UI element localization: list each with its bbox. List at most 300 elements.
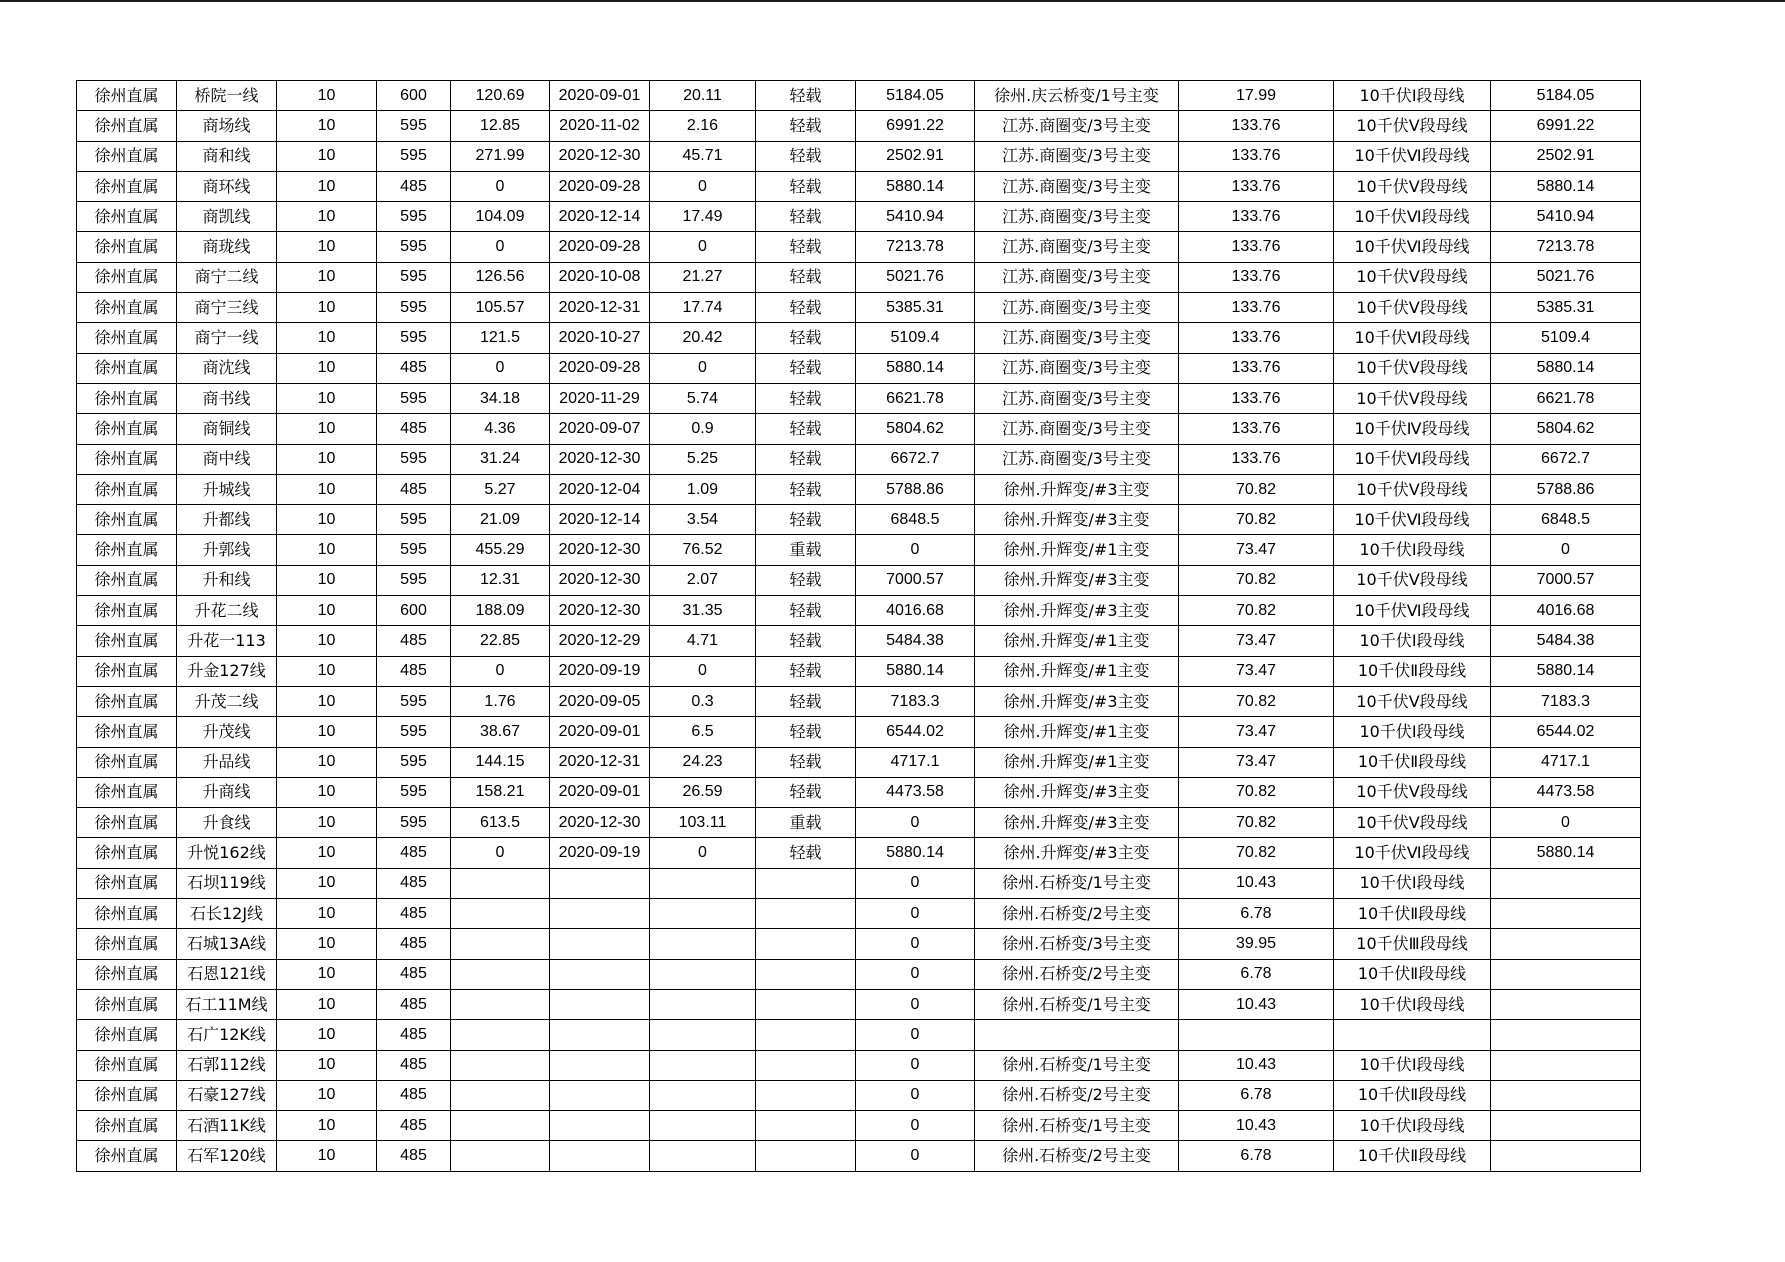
date-cell: 2020-12-30 [550,141,650,171]
date-cell: 2020-09-19 [550,656,650,686]
date-cell: 2020-11-29 [550,383,650,413]
voltage-cell: 10 [277,868,377,898]
rated-current-cell: 485 [377,1080,451,1110]
date-cell: 2020-10-27 [550,323,650,353]
busbar-cell: 10千伏Ⅰ段母线 [1334,868,1491,898]
rated-current-cell: 595 [377,777,451,807]
load-rate-cell [650,1020,756,1050]
max-current-cell: 34.18 [451,383,550,413]
available-capacity-cell: 0 [856,959,975,989]
unit-cell: 徐州直属 [77,686,177,716]
date-cell [550,1050,650,1080]
max-current-cell [451,899,550,929]
max-current-cell: 12.85 [451,111,550,141]
capacity-margin-cell: 4717.1 [1491,747,1641,777]
load-status-cell: 轻载 [756,414,856,444]
transformer-load-cell: 133.76 [1179,383,1334,413]
rated-current-cell: 595 [377,141,451,171]
max-current-cell: 120.69 [451,81,550,111]
transformer-cell: 徐州.石桥变/2号主变 [975,1141,1179,1171]
available-capacity-cell: 4473.58 [856,777,975,807]
table-row [77,838,1641,868]
table-row [77,383,1641,413]
table-row [77,171,1641,201]
rated-current-cell: 595 [377,686,451,716]
capacity-margin-cell: 5484.38 [1491,626,1641,656]
available-capacity-cell: 6848.5 [856,505,975,535]
load-rate-cell: 2.16 [650,111,756,141]
busbar-cell: 10千伏Ⅵ段母线 [1334,323,1491,353]
capacity-margin-cell: 5184.05 [1491,81,1641,111]
line-name-cell: 商铜线 [177,414,277,444]
load-rate-cell [650,959,756,989]
table-body [77,81,1641,1172]
load-status-cell [756,959,856,989]
unit-cell: 徐州直属 [77,868,177,898]
rated-current-cell: 595 [377,535,451,565]
transformer-cell: 徐州.升辉变/#1主变 [975,656,1179,686]
capacity-margin-cell: 6848.5 [1491,505,1641,535]
unit-cell: 徐州直属 [77,111,177,141]
transformer-cell [975,1020,1179,1050]
table-row [77,1050,1641,1080]
transformer-cell: 徐州.石桥变/1号主变 [975,1050,1179,1080]
load-rate-cell: 4.71 [650,626,756,656]
rated-current-cell: 485 [377,656,451,686]
line-name-cell: 升花一113 [177,626,277,656]
table-row [77,474,1641,504]
load-status-cell: 轻载 [756,353,856,383]
transformer-load-cell [1179,1020,1334,1050]
date-cell: 2020-10-08 [550,262,650,292]
unit-cell: 徐州直属 [77,323,177,353]
busbar-cell: 10千伏Ⅰ段母线 [1334,81,1491,111]
load-rate-cell: 17.49 [650,202,756,232]
transformer-cell: 江苏.商圈变/3号主变 [975,232,1179,262]
voltage-cell: 10 [277,353,377,383]
busbar-cell: 10千伏Ⅴ段母线 [1334,293,1491,323]
table-row [77,989,1641,1019]
transformer-cell: 徐州.升辉变/#3主变 [975,565,1179,595]
transformer-cell: 徐州.石桥变/3号主变 [975,929,1179,959]
capacity-margin-cell: 5410.94 [1491,202,1641,232]
available-capacity-cell: 0 [856,1111,975,1141]
transformer-cell: 江苏.商圈变/3号主变 [975,141,1179,171]
busbar-cell: 10千伏Ⅰ段母线 [1334,1050,1491,1080]
rated-current-cell: 485 [377,1050,451,1080]
line-name-cell: 商宁三线 [177,293,277,323]
transformer-cell: 江苏.商圈变/3号主变 [975,293,1179,323]
transformer-load-cell: 133.76 [1179,444,1334,474]
date-cell [550,989,650,1019]
busbar-cell: 10千伏Ⅰ段母线 [1334,989,1491,1019]
date-cell: 2020-09-01 [550,777,650,807]
date-cell: 2020-12-04 [550,474,650,504]
available-capacity-cell: 6672.7 [856,444,975,474]
unit-cell: 徐州直属 [77,1050,177,1080]
transformer-cell: 徐州.升辉变/#3主变 [975,596,1179,626]
transformer-cell: 徐州.石桥变/2号主变 [975,959,1179,989]
unit-cell: 徐州直属 [77,989,177,1019]
rated-current-cell: 595 [377,717,451,747]
load-status-cell [756,868,856,898]
date-cell [550,929,650,959]
load-rate-cell [650,1111,756,1141]
line-name-cell: 升花二线 [177,596,277,626]
load-rate-cell: 24.23 [650,747,756,777]
available-capacity-cell: 0 [856,1050,975,1080]
available-capacity-cell: 5410.94 [856,202,975,232]
capacity-margin-cell: 2502.91 [1491,141,1641,171]
load-rate-cell: 0 [650,232,756,262]
load-rate-cell [650,929,756,959]
transformer-load-cell: 70.82 [1179,838,1334,868]
table-row [77,959,1641,989]
line-name-cell: 商和线 [177,141,277,171]
max-current-cell: 121.5 [451,323,550,353]
capacity-margin-cell [1491,1020,1641,1050]
available-capacity-cell: 5109.4 [856,323,975,353]
unit-cell: 徐州直属 [77,626,177,656]
busbar-cell: 10千伏Ⅱ段母线 [1334,747,1491,777]
load-rate-cell: 26.59 [650,777,756,807]
voltage-cell: 10 [277,565,377,595]
transformer-load-cell: 133.76 [1179,293,1334,323]
capacity-margin-cell: 7000.57 [1491,565,1641,595]
unit-cell: 徐州直属 [77,444,177,474]
unit-cell: 徐州直属 [77,1141,177,1171]
available-capacity-cell: 5880.14 [856,838,975,868]
voltage-cell: 10 [277,535,377,565]
transformer-load-cell: 10.43 [1179,1111,1334,1141]
busbar-cell: 10千伏Ⅰ段母线 [1334,1111,1491,1141]
max-current-cell: 12.31 [451,565,550,595]
date-cell: 2020-11-02 [550,111,650,141]
busbar-cell: 10千伏Ⅴ段母线 [1334,353,1491,383]
table-row [77,929,1641,959]
transformer-load-cell: 133.76 [1179,353,1334,383]
load-status-cell: 轻载 [756,444,856,474]
capacity-margin-cell: 0 [1491,535,1641,565]
busbar-cell [1334,1020,1491,1050]
load-rate-cell: 2.07 [650,565,756,595]
voltage-cell: 10 [277,505,377,535]
rated-current-cell: 595 [377,293,451,323]
load-rate-cell [650,899,756,929]
max-current-cell: 126.56 [451,262,550,292]
rated-current-cell: 600 [377,596,451,626]
table-row [77,777,1641,807]
capacity-margin-cell [1491,868,1641,898]
voltage-cell: 10 [277,323,377,353]
capacity-margin-cell: 5109.4 [1491,323,1641,353]
busbar-cell: 10千伏Ⅴ段母线 [1334,777,1491,807]
transformer-load-cell: 70.82 [1179,505,1334,535]
max-current-cell: 31.24 [451,444,550,474]
page-top-border [0,0,1785,2]
max-current-cell: 1.76 [451,686,550,716]
voltage-cell: 10 [277,626,377,656]
max-current-cell [451,1141,550,1171]
load-rate-cell [650,989,756,1019]
available-capacity-cell: 0 [856,1020,975,1050]
voltage-cell: 10 [277,444,377,474]
available-capacity-cell: 5385.31 [856,293,975,323]
line-name-cell: 升城线 [177,474,277,504]
unit-cell: 徐州直属 [77,353,177,383]
rated-current-cell: 485 [377,899,451,929]
transformer-cell: 江苏.商圈变/3号主变 [975,202,1179,232]
table-row [77,686,1641,716]
load-status-cell: 轻载 [756,202,856,232]
load-status-cell: 轻载 [756,232,856,262]
table-row [77,1141,1641,1171]
voltage-cell: 10 [277,1050,377,1080]
transformer-load-cell: 133.76 [1179,171,1334,201]
line-name-cell: 商场线 [177,111,277,141]
table-row [77,141,1641,171]
date-cell: 2020-12-30 [550,596,650,626]
table-row [77,1020,1641,1050]
date-cell: 2020-12-14 [550,505,650,535]
voltage-cell: 10 [277,111,377,141]
available-capacity-cell: 5021.76 [856,262,975,292]
capacity-margin-cell: 5021.76 [1491,262,1641,292]
date-cell: 2020-09-01 [550,81,650,111]
transformer-cell: 徐州.升辉变/#3主变 [975,777,1179,807]
voltage-cell: 10 [277,141,377,171]
unit-cell: 徐州直属 [77,81,177,111]
table-row [77,505,1641,535]
unit-cell: 徐州直属 [77,383,177,413]
load-rate-cell [650,868,756,898]
available-capacity-cell: 4717.1 [856,747,975,777]
capacity-margin-cell: 5385.31 [1491,293,1641,323]
load-status-cell [756,1080,856,1110]
transformer-cell: 江苏.商圈变/3号主变 [975,171,1179,201]
table-row [77,323,1641,353]
unit-cell: 徐州直属 [77,838,177,868]
available-capacity-cell: 0 [856,989,975,1019]
max-current-cell [451,1111,550,1141]
line-name-cell: 升和线 [177,565,277,595]
voltage-cell: 10 [277,717,377,747]
voltage-cell: 10 [277,1080,377,1110]
capacity-margin-cell: 5788.86 [1491,474,1641,504]
available-capacity-cell: 5804.62 [856,414,975,444]
table-row [77,111,1641,141]
available-capacity-cell: 0 [856,1080,975,1110]
busbar-cell: 10千伏Ⅳ段母线 [1334,414,1491,444]
voltage-cell: 10 [277,959,377,989]
transformer-cell: 江苏.商圈变/3号主变 [975,444,1179,474]
transformer-load-cell: 73.47 [1179,747,1334,777]
line-name-cell: 升食线 [177,808,277,838]
busbar-cell: 10千伏Ⅱ段母线 [1334,959,1491,989]
available-capacity-cell: 5880.14 [856,171,975,201]
unit-cell: 徐州直属 [77,656,177,686]
load-status-cell [756,1020,856,1050]
max-current-cell: 104.09 [451,202,550,232]
unit-cell: 徐州直属 [77,1080,177,1110]
busbar-cell: 10千伏Ⅴ段母线 [1334,383,1491,413]
line-name-cell: 升都线 [177,505,277,535]
line-name-cell: 石坝119线 [177,868,277,898]
rated-current-cell: 485 [377,171,451,201]
busbar-cell: 10千伏Ⅵ段母线 [1334,232,1491,262]
max-current-cell: 613.5 [451,808,550,838]
load-status-cell: 轻载 [756,777,856,807]
available-capacity-cell: 7213.78 [856,232,975,262]
transformer-load-cell: 10.43 [1179,989,1334,1019]
busbar-cell: 10千伏Ⅵ段母线 [1334,505,1491,535]
rated-current-cell: 485 [377,1020,451,1050]
transformer-load-cell: 73.47 [1179,626,1334,656]
max-current-cell [451,929,550,959]
transformer-load-cell: 17.99 [1179,81,1334,111]
date-cell: 2020-12-30 [550,444,650,474]
load-status-cell: 轻载 [756,747,856,777]
capacity-margin-cell: 6991.22 [1491,111,1641,141]
max-current-cell: 0 [451,656,550,686]
unit-cell: 徐州直属 [77,959,177,989]
unit-cell: 徐州直属 [77,899,177,929]
max-current-cell: 105.57 [451,293,550,323]
max-current-cell [451,1050,550,1080]
transformer-cell: 徐州.升辉变/#3主变 [975,505,1179,535]
line-name-cell: 商珑线 [177,232,277,262]
available-capacity-cell: 5880.14 [856,656,975,686]
voltage-cell: 10 [277,1020,377,1050]
load-status-cell: 轻载 [756,717,856,747]
available-capacity-cell: 0 [856,808,975,838]
line-name-cell: 商沈线 [177,353,277,383]
load-status-cell: 轻载 [756,626,856,656]
date-cell [550,1080,650,1110]
busbar-cell: 10千伏Ⅱ段母线 [1334,1141,1491,1171]
capacity-margin-cell [1491,1080,1641,1110]
line-name-cell: 升茂线 [177,717,277,747]
transformer-cell: 徐州.石桥变/1号主变 [975,1111,1179,1141]
capacity-margin-cell: 7183.3 [1491,686,1641,716]
busbar-cell: 10千伏Ⅵ段母线 [1334,202,1491,232]
table-row [77,232,1641,262]
date-cell: 2020-09-28 [550,171,650,201]
busbar-cell: 10千伏Ⅴ段母线 [1334,262,1491,292]
transformer-load-cell: 70.82 [1179,474,1334,504]
capacity-margin-cell: 7213.78 [1491,232,1641,262]
max-current-cell [451,868,550,898]
unit-cell: 徐州直属 [77,202,177,232]
capacity-margin-cell [1491,959,1641,989]
voltage-cell: 10 [277,232,377,262]
table-row [77,626,1641,656]
load-status-cell: 轻载 [756,838,856,868]
voltage-cell: 10 [277,686,377,716]
rated-current-cell: 485 [377,1141,451,1171]
load-rate-cell: 6.5 [650,717,756,747]
load-status-cell: 轻载 [756,474,856,504]
capacity-margin-cell: 5880.14 [1491,838,1641,868]
load-status-cell: 轻载 [756,505,856,535]
load-rate-cell: 21.27 [650,262,756,292]
rated-current-cell: 485 [377,989,451,1019]
table-row [77,81,1641,111]
load-status-cell [756,989,856,1019]
max-current-cell: 22.85 [451,626,550,656]
table-row [77,717,1641,747]
load-rate-cell: 1.09 [650,474,756,504]
transformer-load-cell: 133.76 [1179,262,1334,292]
date-cell [550,1141,650,1171]
voltage-cell: 10 [277,838,377,868]
load-rate-cell: 0 [650,838,756,868]
date-cell [550,1020,650,1050]
load-rate-cell: 0 [650,353,756,383]
transformer-load-cell: 133.76 [1179,202,1334,232]
transformer-load-cell: 133.76 [1179,414,1334,444]
transformer-cell: 徐州.升辉变/#3主变 [975,808,1179,838]
line-name-cell: 商书线 [177,383,277,413]
transformer-load-cell: 70.82 [1179,686,1334,716]
load-status-cell [756,1050,856,1080]
capacity-margin-cell [1491,989,1641,1019]
max-current-cell: 144.15 [451,747,550,777]
available-capacity-cell: 5880.14 [856,353,975,383]
rated-current-cell: 595 [377,747,451,777]
line-name-cell: 升商线 [177,777,277,807]
load-status-cell [756,899,856,929]
line-name-cell: 石工11M线 [177,989,277,1019]
available-capacity-cell: 0 [856,1141,975,1171]
load-status-cell: 轻载 [756,81,856,111]
load-status-cell: 轻载 [756,111,856,141]
busbar-cell: 10千伏Ⅴ段母线 [1334,171,1491,201]
line-name-cell: 石城13A线 [177,929,277,959]
date-cell [550,1111,650,1141]
table-row [77,414,1641,444]
load-rate-cell: 20.42 [650,323,756,353]
rated-current-cell: 595 [377,323,451,353]
date-cell: 2020-12-29 [550,626,650,656]
unit-cell: 徐州直属 [77,929,177,959]
rated-current-cell: 595 [377,111,451,141]
unit-cell: 徐州直属 [77,808,177,838]
date-cell: 2020-12-30 [550,565,650,595]
table-row [77,293,1641,323]
transformer-cell: 江苏.商圈变/3号主变 [975,383,1179,413]
transformer-load-cell: 6.78 [1179,959,1334,989]
transformer-load-cell: 6.78 [1179,1141,1334,1171]
available-capacity-cell: 0 [856,535,975,565]
line-name-cell: 商中线 [177,444,277,474]
load-rate-cell: 5.25 [650,444,756,474]
transformer-cell: 徐州.石桥变/2号主变 [975,899,1179,929]
rated-current-cell: 485 [377,929,451,959]
transformer-load-cell: 70.82 [1179,565,1334,595]
rated-current-cell: 485 [377,838,451,868]
transformer-load-cell: 133.76 [1179,323,1334,353]
max-current-cell: 4.36 [451,414,550,444]
capacity-margin-cell: 5880.14 [1491,171,1641,201]
max-current-cell: 188.09 [451,596,550,626]
rated-current-cell: 595 [377,262,451,292]
voltage-cell: 10 [277,596,377,626]
table-row [77,1111,1641,1141]
transformer-load-cell: 10.43 [1179,1050,1334,1080]
table-row [77,202,1641,232]
capacity-margin-cell: 6544.02 [1491,717,1641,747]
